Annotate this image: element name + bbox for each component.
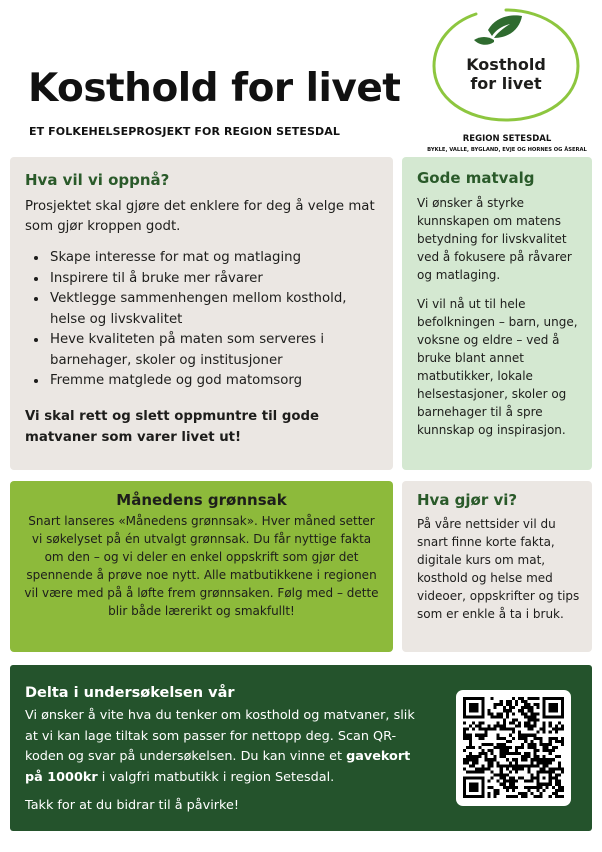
survey-heading: Delta i undersøkelsen vår	[25, 685, 235, 701]
list-item: • Skape interesse for mat og matlaging	[48, 248, 379, 269]
logo-text-line2: for livet	[470, 74, 542, 93]
logo-text-line1: Kosthold	[466, 55, 546, 74]
region-municipalities: BYKLE, VALLE, BYGLAND, EVJE OG HORNES OG ÅSERAL	[427, 147, 587, 153]
list-item: • Inspirere til å bruke mer råvarer	[48, 269, 379, 290]
region-name: REGION SETESDAL	[462, 134, 552, 144]
list-item: • Fremme matglede og god matomsorg	[48, 371, 379, 392]
vegetable-text: Snart lanseres «Månedens grønnsak». Hver måned setter vi søkelyset på én utvalgt grønnsak. Du får nyttige fakta om den – og vi deler en enkel oppskrift som gjør det spennende å prøve noe nytt. Alle matbutikkene i regionen vil være med på å løfte frem grønnsaken. Følg med – dette blir både lærerikt og smakfullt!	[24, 514, 379, 618]
survey-text-part-2: i valgfri matbutikk i region Setesdal.	[97, 769, 335, 785]
qr-code[interactable]	[456, 690, 571, 806]
qr-code-icon	[463, 697, 564, 798]
what-we-do-heading: Hva gjør vi?	[417, 491, 518, 509]
goals-section	[10, 157, 393, 470]
survey-prize: gavekort på 1000kr	[25, 749, 411, 785]
good-food-section	[402, 157, 592, 470]
list-item: • Heve kvaliteten på maten som serveres i barnehager, skoler og institusjoner	[48, 330, 379, 371]
region-block	[418, 134, 596, 153]
survey-section	[10, 665, 592, 831]
survey-thanks: Takk for at du bidrar til å påvirke!	[25, 798, 239, 813]
page-subtitle: ET FOLKEHELSEPROSJEKT FOR REGION SETESDAL	[29, 125, 340, 138]
good-food-heading: Gode matvalg	[417, 169, 535, 187]
goals-intro: Prosjektet skal gjøre det enklere for deg å velge mat som gjør kroppen godt.	[25, 199, 375, 234]
vegetable-heading: Månedens grønnsak	[116, 491, 287, 509]
goals-list	[25, 248, 379, 392]
good-food-paragraph-2: Vi vil nå ut til hele befolkningen – barn, unge, voksne og eldre – ved å bruke blant annet matbutikker, lokale helsestasjoner, skoler og barnehager til å spre kunnskap og inspirasjon.	[417, 297, 578, 437]
kosthold-logo	[428, 6, 584, 124]
goals-heading: Hva vil vi oppnå?	[25, 171, 170, 189]
what-we-do-section	[402, 481, 592, 652]
good-food-paragraph-1: Vi ønsker å styrke kunnskapen om matens betydning for livskvalitet ved å fokusere på råvarer og matlaging.	[417, 196, 572, 282]
vegetable-section	[10, 481, 393, 652]
survey-text	[25, 706, 430, 788]
what-we-do-text: På våre nettsider vil du snart finne korte fakta, digitale kurs om mat, kosthold og helse med videoer, oppskrifter og tips som er enkle å ta i bruk.	[417, 517, 580, 621]
list-item: • Vektlegge sammenhengen mellom kosthold, helse og livskvalitet	[48, 289, 379, 330]
goals-closing: Vi skal rett og slett oppmuntre til gode matvaner som varer livet ut!	[25, 408, 320, 445]
survey-text-part-1: Vi ønsker å vite hva du tenker om kosthold og matvaner, slik at vi kan lage tiltak som passer for nettopp deg. Scan QR-koden og svar på undersøkelsen. Du kan vinne et	[25, 708, 415, 764]
page-title: Kosthold for livet	[28, 66, 401, 111]
